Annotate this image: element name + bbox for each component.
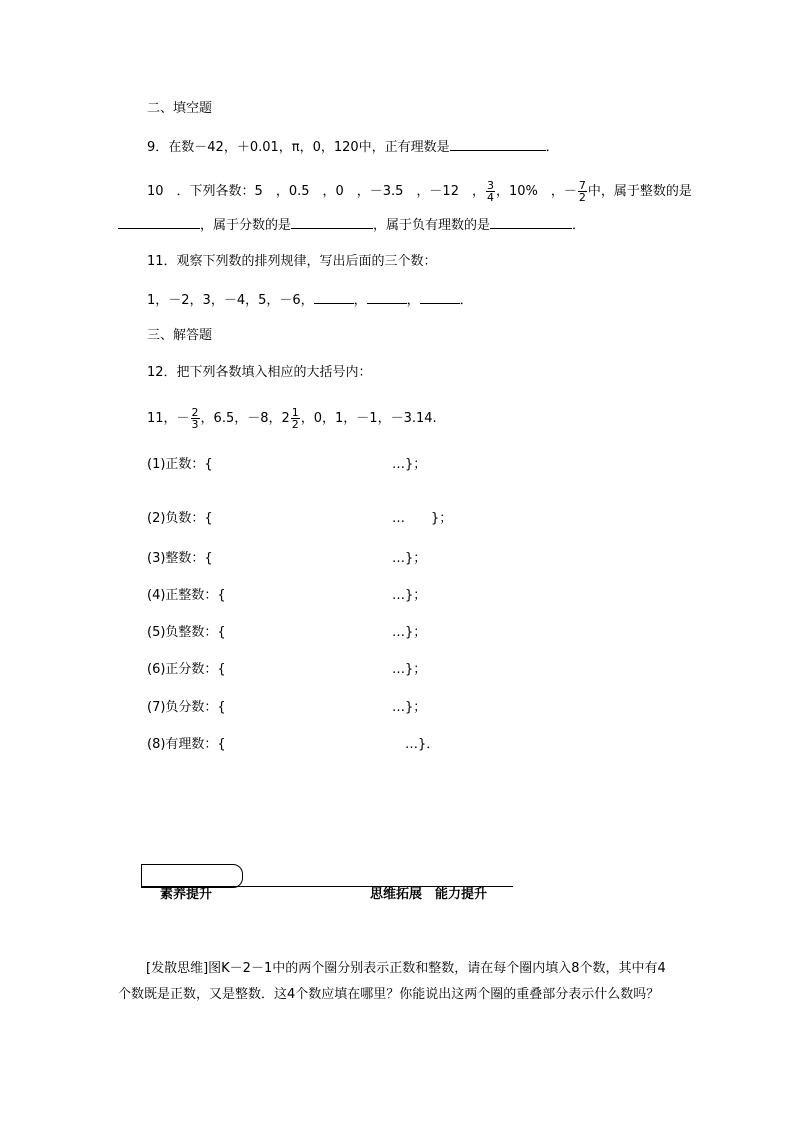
fraction-2-3 — [191, 407, 200, 430]
set-label-positive-fraction: (6)正分数：{ — [147, 662, 226, 677]
answer-blank-integers[interactable] — [118, 216, 200, 229]
banner-left-title: 素养提升 — [160, 887, 213, 902]
numbers-part-c: ，0，1，－1，－3.14. — [300, 411, 437, 426]
separator: ， — [406, 293, 420, 308]
sequence-text: 1，－2，3，－4，5，－6， — [147, 293, 314, 308]
question-12: 12．把下列各数填入相应的大括号内： — [147, 365, 372, 380]
set-end-negative[interactable]: … }； — [392, 511, 453, 526]
set-label-positive-integer: (4)正整数：{ — [147, 588, 226, 603]
set-end-negative-integer[interactable]: …}； — [392, 625, 427, 640]
fraction-1-2 — [291, 407, 300, 430]
sequence-end: ． — [459, 293, 473, 308]
answer-blank-1[interactable] — [314, 291, 354, 304]
set-end-rational[interactable]: …}． — [405, 737, 440, 752]
fraction-denominator: 4 — [486, 191, 494, 204]
set-end-negative-fraction[interactable]: …}； — [392, 700, 427, 715]
set-end-positive-integer[interactable]: …}； — [392, 588, 427, 603]
question-9-end: ． — [545, 140, 559, 155]
question-11-sequence — [147, 291, 473, 309]
question-10-tail: 中，属于整数的是 — [587, 184, 692, 199]
set-label-negative-integer: (5)负整数：{ — [147, 625, 226, 640]
fraction-numerator: 1 — [291, 406, 299, 419]
section-title-solve: 三、解答题 — [147, 328, 213, 343]
question-10-line2 — [118, 216, 585, 234]
question-10-end: ． — [572, 218, 586, 233]
set-label-integer: (3)整数：{ — [147, 551, 213, 566]
question-10-fractions-label: ，属于分数的是 — [200, 218, 292, 233]
question-10-lead: 10 ．下列各数：5 ，0.5 ，0 ，－3.5 ，－12 ， — [147, 184, 485, 199]
set-end-positive-fraction[interactable]: …}； — [392, 662, 427, 677]
answer-blank-fractions[interactable] — [291, 216, 373, 229]
banner-right-title: 思维拓展 能力提升 — [370, 887, 488, 902]
extension-question: [发散思维]图K－2－1中的两个圈分别表示正数和整数，请在每个圈内填入8个数，其中有4个数既是正数，又是整数．这4个数应填在哪里？你能说出这两个圈的重叠部分表示什么数吗？ — [118, 961, 666, 1002]
answer-blank-negatives[interactable] — [490, 216, 572, 229]
question-11: 11．观察下列数的排列规律，写出后面的三个数： — [147, 254, 437, 269]
separator: ， — [353, 293, 367, 308]
set-label-rational: (8)有理数：{ — [147, 737, 226, 752]
section-title-fill-in: 二、填空题 — [147, 101, 213, 116]
fraction-denominator: 3 — [191, 418, 199, 431]
answer-blank-2[interactable] — [367, 291, 407, 304]
answer-blank-3[interactable] — [420, 291, 460, 304]
question-9 — [147, 138, 559, 156]
numbers-part-b: ，6.5，－8，2 — [200, 411, 290, 426]
question-12-numbers — [147, 403, 437, 435]
answer-blank[interactable] — [450, 138, 546, 151]
fraction-7-2 — [578, 180, 587, 203]
question-10-line1 — [147, 176, 692, 208]
set-label-negative: (2)负数：{ — [147, 511, 213, 526]
set-label-negative-fraction: (7)负分数：{ — [147, 700, 226, 715]
set-label-positive: (1)正数：{ — [147, 457, 213, 472]
fraction-numerator: 2 — [191, 406, 199, 419]
question-9-text: 9．在数－42，＋0.01，π，0，120中，正有理数是 — [147, 140, 450, 155]
fraction-3-4 — [486, 180, 495, 203]
question-10-negative-label: ，属于负有理数的是 — [373, 218, 491, 233]
fraction-numerator: 3 — [486, 179, 494, 192]
set-end-integer[interactable]: …}； — [392, 551, 427, 566]
question-10-mid: ，10% ，－ — [495, 184, 577, 199]
banner-tab — [141, 864, 243, 888]
fraction-denominator: 2 — [291, 418, 299, 431]
fraction-numerator: 7 — [578, 179, 586, 192]
numbers-part-a: 11，－ — [147, 411, 190, 426]
set-end-positive[interactable]: …}； — [392, 457, 427, 472]
fraction-denominator: 2 — [578, 191, 586, 204]
